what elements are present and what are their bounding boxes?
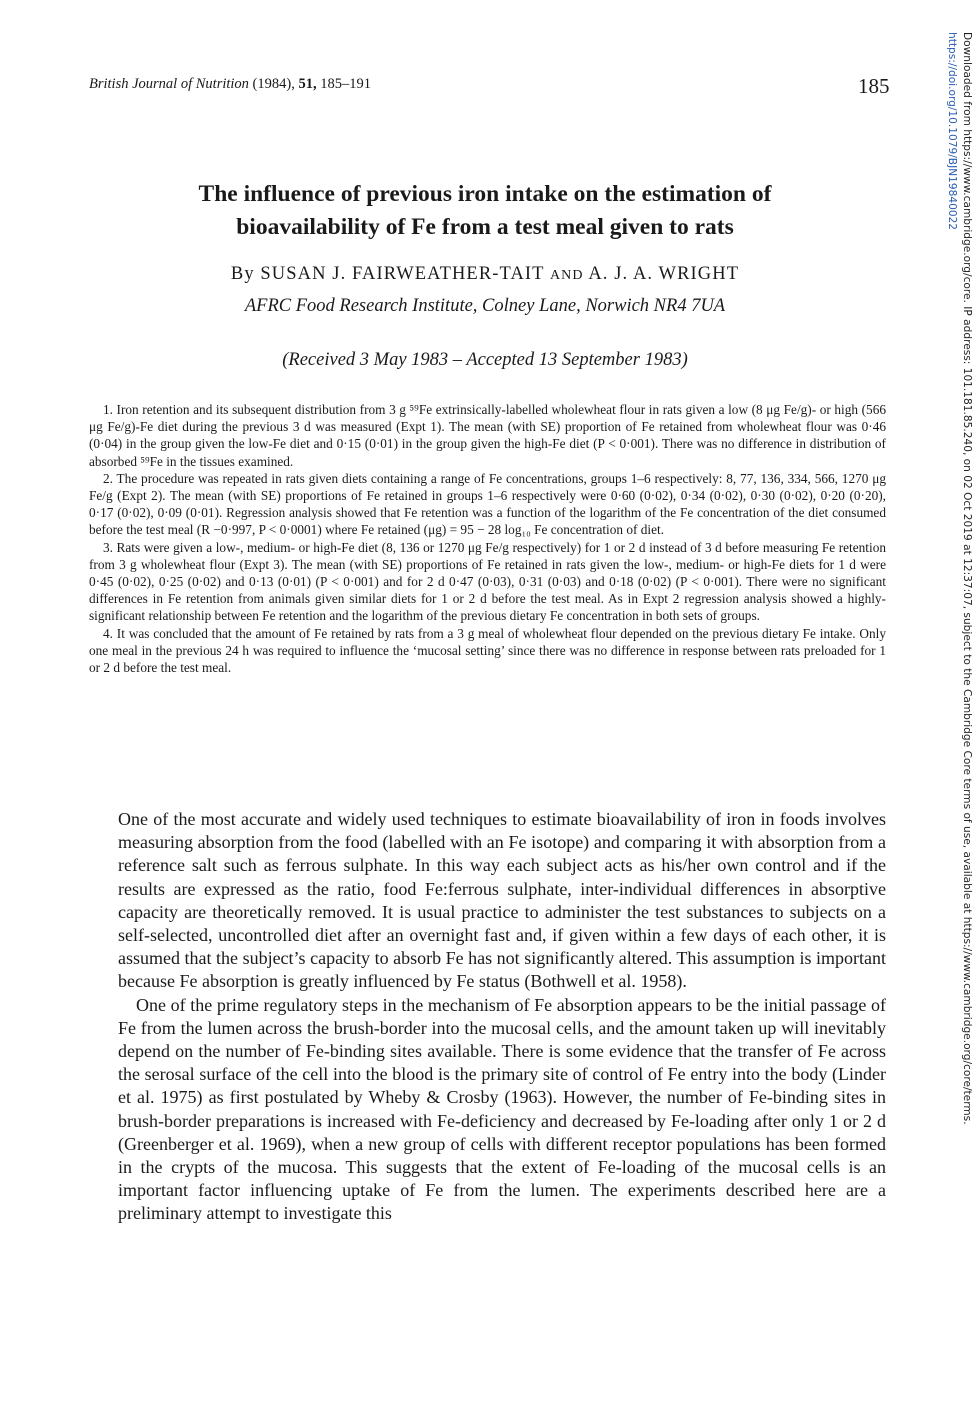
download-notice xyxy=(944,32,974,1125)
journal-name: British Journal of Nutrition xyxy=(89,76,249,92)
received-dates: (Received 3 May 1983 – Accepted 13 September 1983) xyxy=(282,350,688,370)
author-1: SUSAN J. FAIRWEATHER-TAIT xyxy=(260,264,545,284)
byline xyxy=(100,264,870,285)
body-paragraph-1: One of the most accurate and widely used techniques to estimate bioavailability of iron in foods involves measuring absorption from the food (labelled with an Fe isotope) and comparing it with absorption from a reference salt such as ferrous sulphate. In this way each subject acts as his/her own control and if the results are expressed as the ratio, food Fe:ferrous sulphate, inter-individual differences in absorptive capacity are theoretically removed. It is usual practice to administer the test substances to subjects on a self-selected, uncontrolled diet after an overnight fast and, if given within a few days of each other, it is assumed that the subject’s capacity to absorb Fe has not significantly altered. This assumption is important because Fe absorption is greatly influenced by Fe status (Bothwell et al. 1958). xyxy=(118,809,886,992)
abstract xyxy=(89,401,886,676)
byline-and: AND xyxy=(549,268,584,283)
byline-by: By xyxy=(230,264,255,284)
abstract-paragraph-2: 2. The procedure was repeated in rats given diets containing a range of Fe concentrations, groups 1–6 respectively: 8, 77, 136, 334, 566, 1270 μg Fe/g (Expt 2). The mean (with SE) proportions of Fe retained in groups 1–6 respectively were 0·60 (0·02), 0·34 (0·02), 0·30 (0·02), 0·20 (0·20), 0·17 (0·02), 0·09 (0·01). Regression analysis showed that Fe retention was a function of the logarithm of the Fe concentration of the diet consumed before the test meal (R −0·997, P < 0·0001) where Fe retained (μg) = 95 − 28 log₁₀ Fe concentration of diet. xyxy=(89,470,886,538)
affiliation: AFRC Food Research Institute, Colney Lane, Norwich NR4 7UA xyxy=(244,296,726,316)
running-header xyxy=(89,76,371,93)
journal-volume: 51, xyxy=(298,76,317,92)
abstract-paragraph-1: 1. Iron retention and its subsequent distribution from 3 g ⁵⁹Fe extrinsically-labelled wholewheat flour in rats given a low (8 μg Fe/g)- or high (566 μg Fe/g)-Fe diet during the previous 3 d was measured (Expt 1). The mean (with SE) proportion of Fe retained from wholewheat flour was 0·46 (0·04) in the group given the low-Fe diet and 0·15 (0·01) in the group given the high-Fe diet (P < 0·001). There was no difference in distribution of absorbed ⁵⁹Fe in the tissues examined. xyxy=(89,402,886,469)
download-notice-text: Downloaded from https://www.cambridge.org/core. IP address: 101.181.85.240, on 02 Oct 2019 at 12:37:07, subject to the Cambridge Core terms of use, available at https://www.cambridge.org/core/terms. xyxy=(961,32,973,1125)
article-title xyxy=(100,178,870,244)
journal-year: (1984), xyxy=(252,76,295,92)
page-number: 185 xyxy=(858,74,890,98)
abstract-paragraph-4: 4. It was concluded that the amount of Fe retained by rats from a 3 g meal of wholewheat flour depended on the previous dietary Fe intake. Only one meal in the previous 24 h was required to influence the ‘mucosal setting’ since there was no difference in response between rats preloaded for 1 or 2 d before the test meal. xyxy=(89,625,886,676)
body-text xyxy=(118,808,886,1226)
author-2: A. J. A. WRIGHT xyxy=(588,264,740,284)
abstract-paragraph-3: 3. Rats were given a low-, medium- or high-Fe diet (8, 136 or 1270 μg Fe/g respectively) for 1 or 2 d instead of 3 d before measuring Fe retention from 3 g wholewheat flour (Expt 3). The mean (with SE) proportions of Fe retained in rats given the low-, medium- or high-Fe diets for 1 d were 0·45 (0·02), 0·25 (0·02) and 0·13 (0·01) (P < 0·001) and for 2 d 0·47 (0·03), 0·31 (0·03) and 0·18 (0·02) (P < 0·001). There were no significant differences in Fe retention from animals given similar diets for 1 or 2 d before the test meal. As in Expt 2 regression analysis showed a highly-significant relationship between Fe retention and the logarithm of the previous dietary Fe concentration in both sets of groups. xyxy=(89,539,886,624)
title-line-2: bioavailability of Fe from a test meal given to rats xyxy=(236,214,734,240)
body-paragraph-2: One of the prime regulatory steps in the mechanism of Fe absorption appears to be the initial passage of Fe from the lumen across the brush-border into the mucosal cells, and the amount taken up will inevitably depend on the number of Fe-binding sites available. There is some evidence that the transfer of Fe across the serosal surface of the cell into the blood is the primary site of control of Fe entry into the body (Linder et al. 1975) as first postulated by Wheby & Crosby (1963). However, the number of Fe-binding sites in brush-border preparations is increased with Fe-deficiency and decreased by Fe-loading after only 1 or 2 d (Greenberger et al. 1969), when a new group of cells with different receptor populations has been formed in the crypts of the mucosa. This suggests that the extent of Fe-loading of the mucosal cells is an important factor influencing uptake of Fe from the lumen. The experiments described here are a preliminary attempt to investigate this xyxy=(118,994,886,1224)
title-line-1: The influence of previous iron intake on the estimation of xyxy=(198,181,772,207)
journal-pages: 185–191 xyxy=(320,76,371,92)
doi-link[interactable]: https://doi.org/10.1079/BJN19840022 xyxy=(946,32,958,231)
